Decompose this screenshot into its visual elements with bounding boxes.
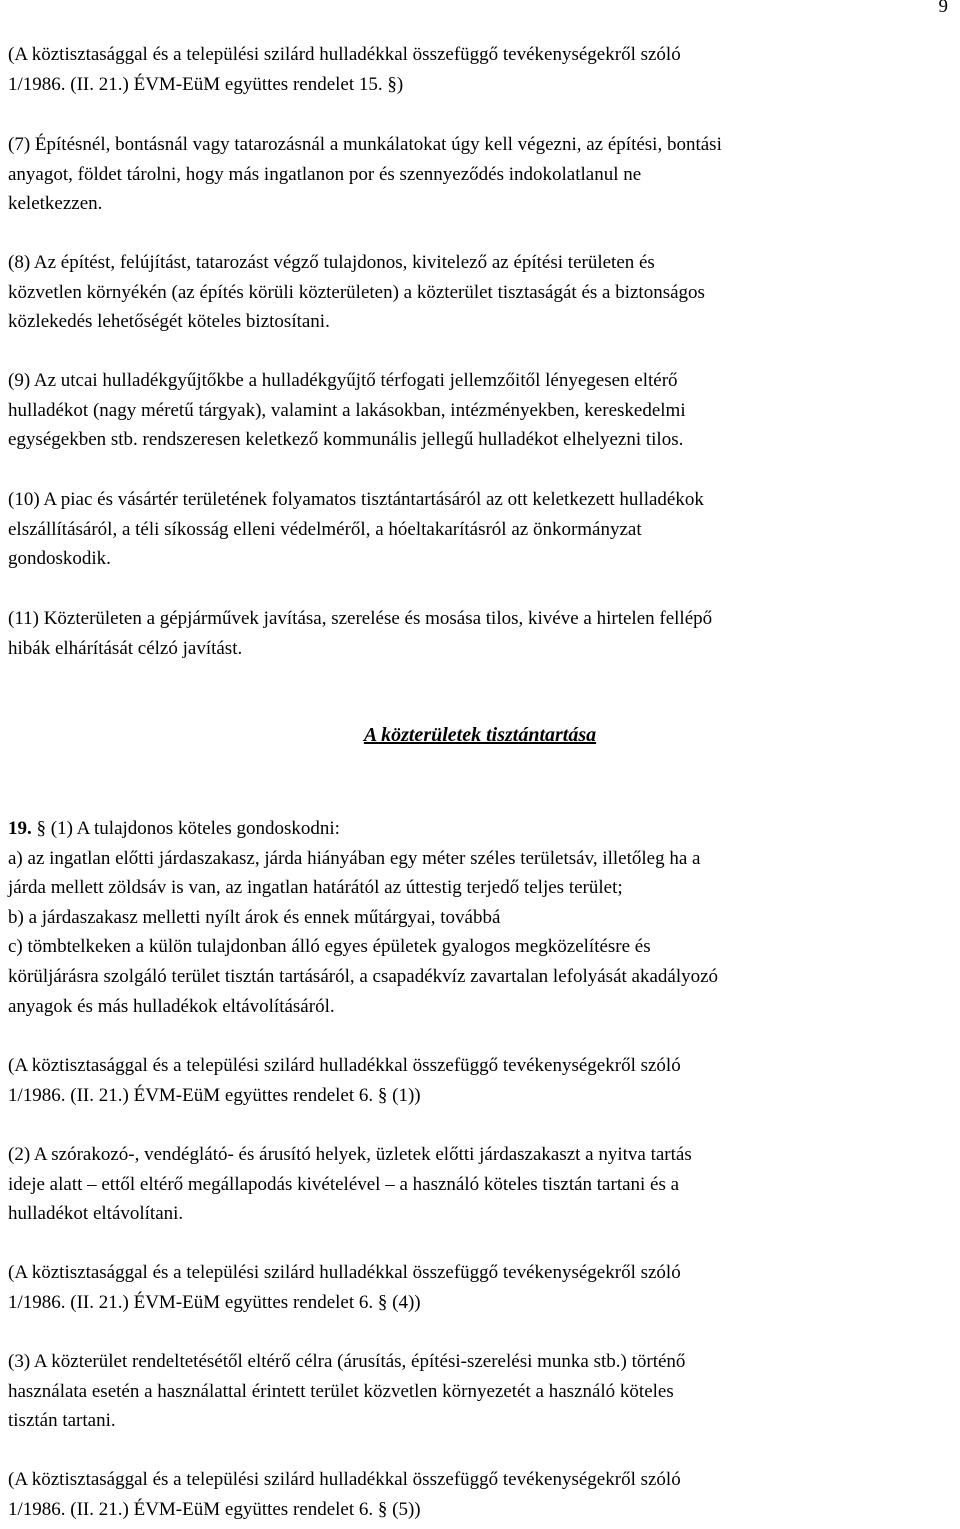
text-line: (8) Az építést, felújítást, tatarozást végző tulajdonos, kivitelező az építési területen és [8,252,655,273]
text-line: anyagok és más hulladékok eltávolításáról. [8,995,335,1017]
paragraph-ref-6-4 [8,1258,952,1317]
paragraph-para-9 [8,366,952,455]
text-line: (A köztisztasággal és a települési szilárd hulladékkal összefüggő tevékenységekről szóló [8,1055,681,1076]
text-line: hibák elhárítását célzó javítást. [8,637,243,659]
text-line: körüljárásra szolgáló terület tisztán tartásáról, a csapadékvíz zavartalan lefolyását akadályozó [8,965,719,987]
page-number: 9 [938,0,948,17]
section-number: 19. [8,818,32,839]
text-line: 1/1986. (II. 21.) ÉVM-EüM együttes rendelet 6. § (1)) [8,1084,421,1106]
paragraph-para-19-3 [8,1347,952,1436]
text-line: (A köztisztasággal és a települési szilárd hulladékkal összefüggő tevékenységekről szóló [8,44,681,65]
text-line: járda mellett zöldsáv is van, az ingatlan határától az úttestig terjedő teljes terület; [8,877,623,899]
text-line: használata esetén a használattal érintett terület közvetlen környezetét a használó köteles [8,1380,674,1402]
text-line: 1/1986. (II. 21.) ÉVM-EüM együttes rendelet 6. § (5)) [8,1498,421,1520]
text-line: 1/1986. (II. 21.) ÉVM-EüM együttes rendelet 6. § (4)) [8,1291,421,1313]
paragraph-para-8 [8,248,952,337]
text-line [8,814,952,844]
paragraph-para-11 [8,604,952,663]
paragraph-para-19-2 [8,1140,952,1229]
text-line: (9) Az utcai hulladékgyűjtőkbe a hulladékgyűjtő térfogati jellemzőitől lényegesen eltérő [8,370,678,391]
text-line: elszállításáról, a téli síkosság elleni védelméről, a hóeltakarításról az önkormányzat [8,518,642,540]
text-line: c) tömbtelkeken a külön tulajdonban álló egyes épületek gyalogos megközelítésre és [8,936,651,958]
text-line: b) a járdaszakasz melletti nyílt árok és ennek műtárgyai, továbbá [8,906,501,928]
text-line: (7) Építésnél, bontásnál vagy tatarozásnál a munkálatokat úgy kell végezni, az építési, bontási [8,134,722,155]
text-line: (2) A szórakozó-, vendéglátó- és árusító helyek, üzletek előtti járdaszakaszt a nyitva tartás [8,1144,692,1165]
text-line: (A köztisztasággal és a települési szilárd hulladékkal összefüggő tevékenységekről szóló [8,1469,681,1490]
paragraph-ref-6-5 [8,1465,952,1524]
text-line: a) az ingatlan előtti járdaszakasz, járda hiányában egy méter széles területsáv, illetőleg ha a [8,847,701,869]
text-line: (3) A közterület rendeltetésétől eltérő célra (árusítás, építési-szerelési munka stb.) történő [8,1351,686,1372]
text-line: 1/1986. (II. 21.) ÉVM-EüM együttes rendelet 15. §) [8,73,404,95]
paragraph-ref-15 [8,40,952,99]
paragraph-para-7 [8,130,952,219]
text-line: közvetlen környékén (az építés körüli közterületen) a közterület tisztaságát és a biztonságos [8,281,705,303]
section-title: A közterületek tisztántartása [363,724,597,746]
paragraph-sec-19-1 [8,814,952,1021]
text-line: anyagot, földet tárolni, hogy más ingatlanon por és szennyeződés indokolatlanul ne [8,163,642,185]
text-line: (11) Közterületen a gépjárművek javítása, szerelése és mosása tilos, kivéve a hirtelen fellépő [8,608,713,629]
text-line: (A köztisztasággal és a települési szilárd hulladékkal összefüggő tevékenységekről szóló [8,1262,681,1283]
text-line: tisztán tartani. [8,1410,116,1432]
text-line: gondoskodik. [8,548,111,570]
text-line: közlekedés lehetőségét köteles biztosítani. [8,311,330,333]
text-line: keletkezzen. [8,193,103,215]
section-text: § (1) A tulajdonos köteles gondoskodni: [31,818,340,839]
text-line: hulladékot (nagy méretű tárgyak), valamint a lakásokban, intézményekben, kereskedelmi [8,399,686,421]
text-line: ideje alatt – ettől eltérő megállapodás kivételével – a használó köteles tisztán tartani és a [8,1173,680,1195]
text-line: (10) A piac és vásártér területének folyamatos tisztántartásáról az ott keletkezett hulladékok [8,489,704,510]
paragraph-para-10 [8,485,952,574]
text-line: hulladékot eltávolítani. [8,1203,184,1225]
text-line: egységekben stb. rendszeresen keletkező kommunális jellegű hulladékot elhelyezni tilos. [8,429,684,451]
paragraph-ref-6-1 [8,1051,952,1110]
